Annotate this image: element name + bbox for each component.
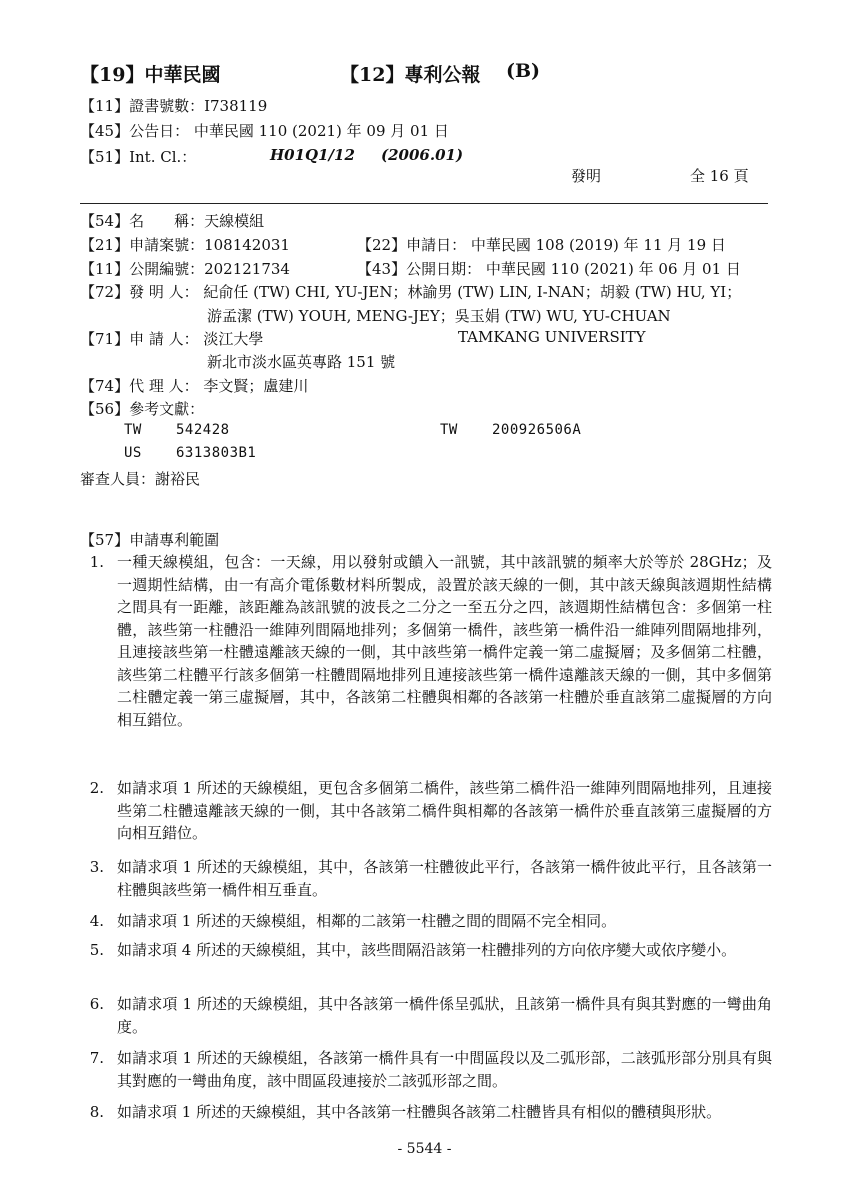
patent-type: 發明 (571, 167, 602, 185)
claim-text: 如請求項 4 所述的天線模組，其中，該些間隔沿該第一柱體排列的方向依序變大或依序變小。 (117, 941, 737, 959)
announce-date: 【45】公告日： 中華民國 110 (2021) 年 09 月 01 日 (80, 122, 449, 140)
gazette-kind: 【12】專利公報 (340, 64, 481, 86)
kind-code: (B) (506, 60, 541, 82)
reference-country: TW (440, 422, 458, 438)
publication-date: 【43】公開日期： 中華民國 110 (2021) 年 06 月 01 日 (357, 260, 741, 278)
applicant-english: TAMKANG UNIVERSITY (458, 328, 646, 346)
claim-text: 如請求項 1 所述的天線模組，各該第一橋件具有一中間區段以及二弧形部，二該弧形部分別具有與其對應的一彎曲角度，該中間區段連接於二該弧形部之間。 (117, 1049, 772, 1090)
reference-number: 6313803B1 (176, 445, 257, 461)
claim-text: 如請求項 1 所述的天線模組，其中各該第一橋件係呈弧狀，且該第一橋件具有與其對應的一彎曲角度。 (117, 995, 772, 1036)
inventors-line-2: 游孟潔 (TW) YOUH, MENG-JEY；吳玉娟 (TW) WU, YU-CHUAN (207, 307, 671, 325)
applicant: 【71】申 請 人： 淡江大學 (80, 330, 264, 348)
title-field: 【54】名 稱：天線模組 (80, 212, 265, 230)
application-number: 【21】申請案號：108142031 (80, 236, 290, 254)
reference-country: US (124, 445, 142, 461)
page-count: 全 16 頁 (690, 167, 749, 185)
claim-number: 5. (89, 941, 104, 959)
agent: 【74】代 理 人： 李文賢；盧建川 (80, 377, 309, 395)
claim-number: 4. (89, 912, 104, 930)
claim-text: 如請求項 1 所述的天線模組，其中，各該第一柱體彼此平行，各該第一橋件彼此平行，且各該第一柱體與該些第一橋件相互垂直。 (117, 858, 772, 899)
page-number: - 5544 - (397, 1141, 452, 1157)
claim-number: 6. (89, 995, 104, 1013)
divider-line (80, 203, 768, 204)
reference-country: TW (124, 422, 142, 438)
claim-text: 如請求項 1 所述的天線模組，更包含多個第二橋件，該些第二橋件沿一維陣列間隔地排列，且連接些第二柱體遠離該天線的一側，其中各該第二橋件與相鄰的各該第一橋件於垂直該第三虛擬層的方向相互錯位。 (117, 779, 772, 842)
country-label: 【19】中華民國 (80, 64, 221, 86)
certificate-number: 【11】證書號數：I738119 (80, 97, 268, 115)
claim-number: 7. (89, 1049, 104, 1067)
int-cl-value: H01Q1/12 (2006.01) (270, 146, 464, 164)
claim-number: 8. (89, 1103, 104, 1121)
claim-text: 如請求項 1 所述的天線模組，其中各該第一柱體與各該第二柱體皆具有相似的體積與形狀。 (117, 1103, 722, 1121)
references-label: 【56】參考文獻： (80, 400, 205, 418)
claim-number: 2. (89, 779, 104, 797)
application-date: 【22】申請日： 中華民國 108 (2019) 年 11 月 19 日 (357, 236, 726, 254)
claim-number: 3. (89, 858, 104, 876)
claim-text: 如請求項 1 所述的天線模組，相鄰的二該第一柱體之間的間隔不完全相同。 (117, 912, 617, 930)
reference-number: 200926506A (492, 422, 582, 438)
claim-text: 一種天線模組，包含：一天線，用以發射或饋入一訊號，其中該訊號的頻率大於等於 28GHz；及一週期性結構，由一有高介電係數材料所製成，設置於該天線的一側，其中該天線與該週期性結構之間具有一距離，該距離為該訊號的波長之二分之一至五分之四，該週期性結構包含：多個第一柱體，該些第一柱體沿一維陣列間隔地排列；多個第一橋件，該些第一橋件沿一維陣列間隔地排列，且連接該些第一柱體遠離該天線的一側，其中該些第一橋件定義一第二虛擬層；及多個第二柱體，該些第二柱體平行該多個第一柱體間隔地排列且連接該些第一橋件遠離該天線的一側，其中多個第二柱體定義一第三虛擬層，其中，各該第二柱體與相鄰的各該第一柱體於垂直該第二虛擬層的方向相互錯位。 (117, 553, 772, 729)
claims-heading: 【57】申請專利範圍 (80, 531, 220, 549)
inventors-line-1: 【72】發 明 人： 紀俞任 (TW) CHI, YU-JEN；林諭男 (TW) LIN, I-NAN；胡毅 (TW) HU, YI； (80, 283, 742, 301)
int-cl-label: 【51】Int. Cl.： (80, 148, 197, 166)
reference-number: 542428 (176, 422, 230, 438)
applicant-address: 新北市淡水區英專路 151 號 (207, 353, 396, 371)
publication-number: 【11】公開編號：202121734 (80, 260, 290, 278)
claim-number: 1. (89, 553, 104, 571)
examiner: 審查人員：謝裕民 (80, 470, 201, 488)
